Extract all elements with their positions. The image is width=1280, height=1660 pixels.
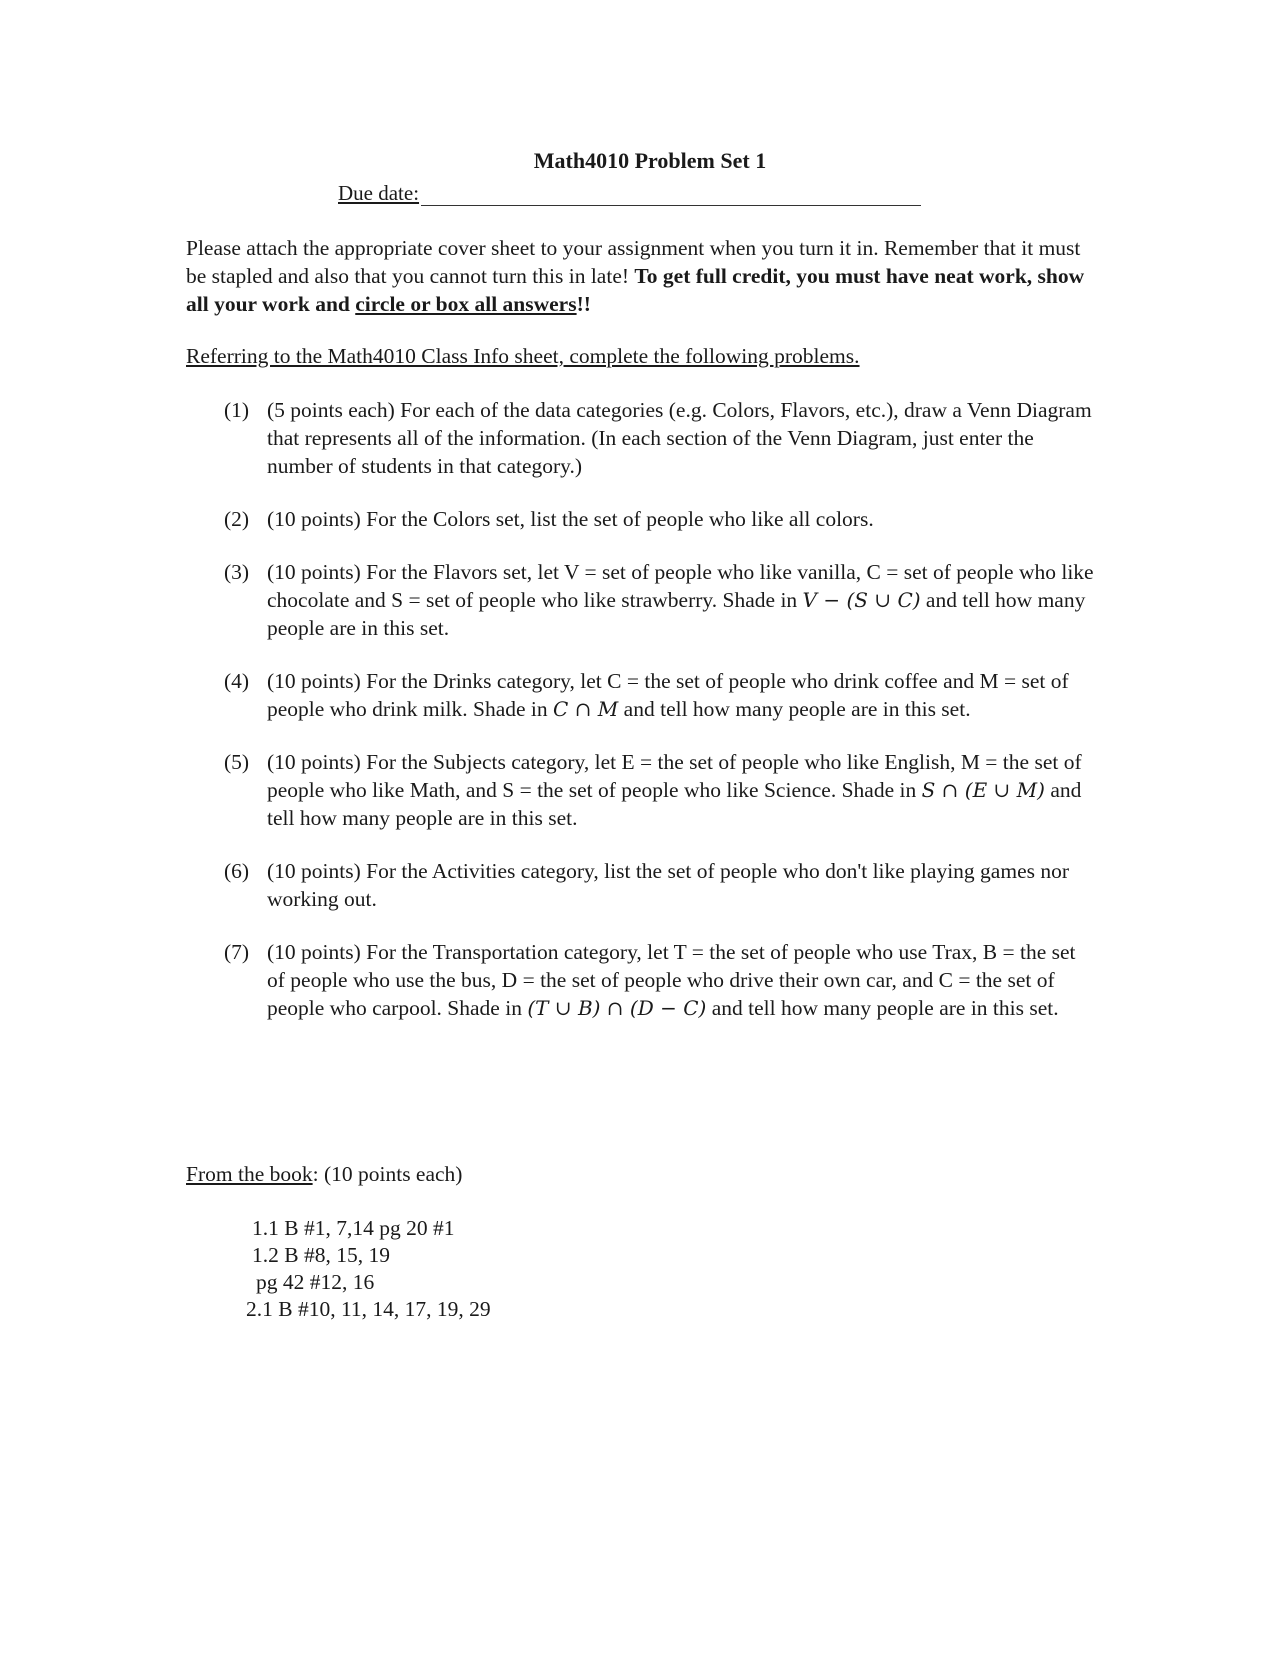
- problem-item: [224, 396, 1094, 480]
- set-expression: V − (S ∪ C): [802, 588, 921, 612]
- problem-text-after: and tell how many people are in this set.: [267, 778, 1082, 830]
- instructions-bold-tail: !!: [576, 292, 591, 316]
- problem-item: [224, 857, 1094, 913]
- problem-item: [224, 938, 1094, 1022]
- due-date-row: [338, 181, 921, 206]
- problem-item: [224, 667, 1094, 723]
- problem-text-after: and tell how many people are in this set.: [267, 588, 1086, 640]
- set-expression: (T ∪ B) ∩ (D − C): [527, 996, 707, 1020]
- problem-number: (7): [224, 940, 250, 964]
- problem-number: (5): [224, 750, 250, 774]
- due-date-blank-line: [421, 187, 921, 206]
- problem-number: (1): [224, 398, 250, 422]
- book-exercise-item: 1.1 B #1, 7,14 pg 20 #1: [252, 1216, 455, 1240]
- referring-heading: Referring to the Math4010 Class Info sheet, complete the following problems.: [186, 344, 860, 368]
- instructions-bold-underlined: circle or box all answers: [355, 292, 577, 316]
- problem-list: [224, 396, 1094, 1047]
- book-section-heading: [186, 1162, 462, 1187]
- book-exercise-item: 1.2 B #8, 15, 19: [252, 1243, 390, 1267]
- problem-text-before: (10 points) For the Subjects category, let E = the set of people who like English, M = the set of people who like Math, and S = the set of people who like Science. Shade in: [267, 750, 1082, 802]
- instructions-bold-lead: To get full credit, you must have neat work, show all your work and: [186, 264, 1085, 316]
- problem-text-after: and tell how many people are in this set.: [623, 697, 971, 721]
- instructions-plain-text: Please attach the appropriate cover sheet to your assignment when you turn it in. Remember that it must be stapled and also that you cannot turn this in late!: [186, 236, 1081, 288]
- problem-text: [267, 558, 1094, 642]
- book-heading-label: From the book: [186, 1162, 313, 1186]
- problem-text-before: (10 points) For the Drinks category, let C = the set of people who drink coffee and M = set of people who drink milk. Shade in: [267, 669, 1069, 721]
- problem-item: [224, 558, 1094, 642]
- problem-text-before: (10 points) For the Transportation category, let T = the set of people who use Trax, B = the set of people who use the bus, D = the set of people who drive their own car, and C = the set of people who carpool. Shade in: [267, 940, 1076, 1020]
- book-exercise-item: pg 42 #12, 16: [256, 1270, 375, 1294]
- problem-item: [224, 505, 1094, 533]
- problem-number: (2): [224, 507, 250, 531]
- problem-item: [224, 748, 1094, 832]
- set-expression: C ∩ M: [553, 697, 619, 721]
- problem-text: [267, 748, 1094, 832]
- instructions-paragraph: [186, 234, 1086, 318]
- problem-text: (10 points) For the Activities category, list the set of people who don't like playing games nor working out.: [267, 859, 1070, 911]
- set-expression: S ∩ (E ∪ M): [921, 778, 1045, 802]
- book-exercise-list: [246, 1215, 491, 1323]
- problem-text: [267, 667, 1094, 723]
- problem-number: (3): [224, 560, 250, 584]
- problem-number: (6): [224, 859, 250, 883]
- book-heading-suffix: : (10 points each): [312, 1162, 463, 1186]
- problem-text: (10 points) For the Colors set, list the set of people who like all colors.: [267, 507, 874, 531]
- problem-number: (4): [224, 669, 250, 693]
- problem-text-before: (10 points) For the Flavors set, let V = set of people who like vanilla, C = set of people who like chocolate and S = set of people who like strawberry. Shade in: [267, 560, 1094, 612]
- problem-text-after: and tell how many people are in this set.: [711, 996, 1059, 1020]
- book-exercise-item: 2.1 B #10, 11, 14, 17, 19, 29: [246, 1297, 491, 1321]
- problem-text: [267, 938, 1094, 1022]
- page-title: Math4010 Problem Set 1: [533, 148, 767, 173]
- due-date-label: Due date:: [338, 181, 420, 205]
- problem-text: (5 points each) For each of the data categories (e.g. Colors, Flavors, etc.), draw a Venn Diagram that represents all of the information. (In each section of the Venn Diagram, just enter the number of students in that category.): [267, 398, 1092, 478]
